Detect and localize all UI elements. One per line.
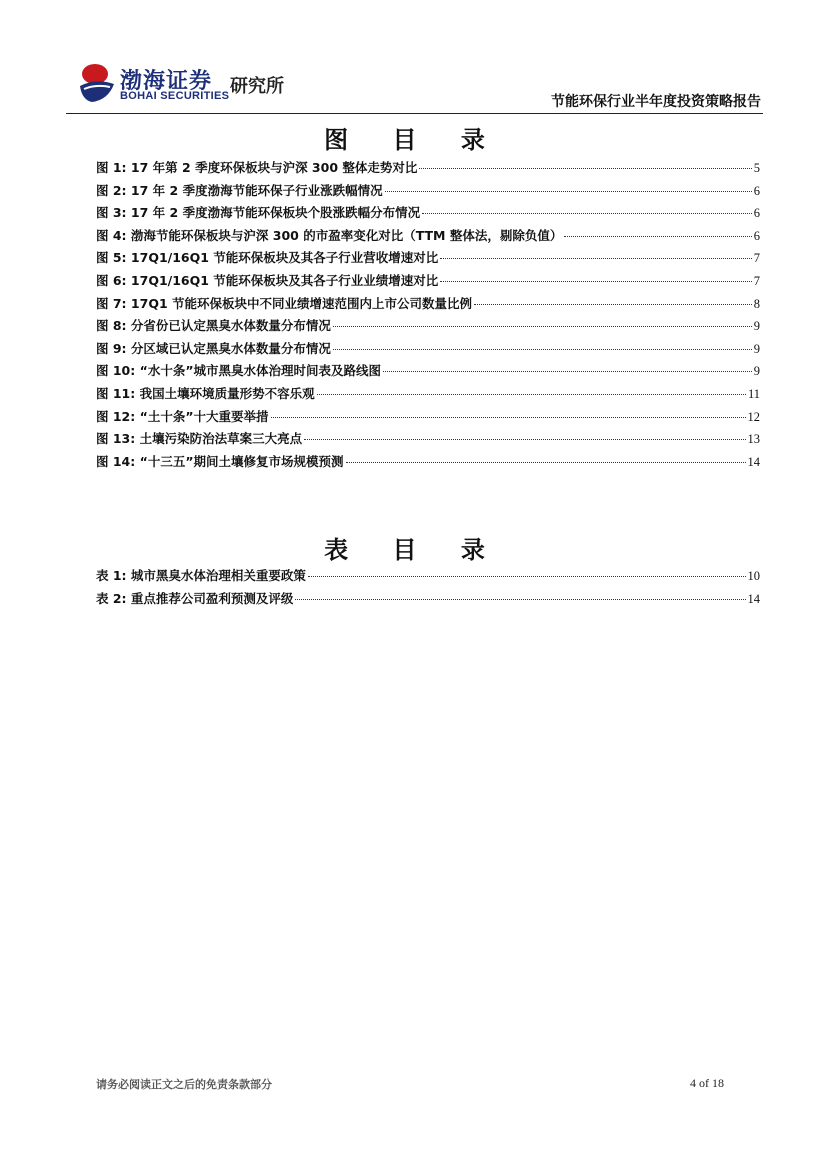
toc-leader-dots <box>440 258 751 259</box>
toc-leader-dots <box>422 213 752 214</box>
toc-entry-label: 图 11: <box>96 385 136 401</box>
toc-entry[interactable] <box>96 407 760 430</box>
toc-entry-title: 17Q1 节能环保板块中不同业绩增速范围内上市公司数量比例 <box>130 295 472 311</box>
disclaimer-note: 请务必阅读正文之后的免责条款部分 <box>96 1078 272 1091</box>
toc-entry-page: 9 <box>753 319 760 334</box>
logo-chinese-name: 渤海证券 <box>120 69 213 94</box>
toc-leader-dots <box>440 281 751 282</box>
toc-entry[interactable] <box>96 294 760 317</box>
toc-leader-dots <box>383 371 752 372</box>
toc-entry-page: 6 <box>753 228 760 243</box>
toc-leader-dots <box>271 417 746 418</box>
toc-entry-label: 图 1: <box>96 160 127 175</box>
toc-leader-dots <box>564 236 751 237</box>
toc-entry-title: 渤海节能环保板块与沪深 300 的市盈率变化对比（TTM 整体法，剔除负值） <box>130 227 563 243</box>
toc-entry-title: 17 年 2 季度渤海节能环保子行业涨跌幅情况 <box>130 182 383 198</box>
toc-entry-label: 图 14: <box>96 453 136 469</box>
toc-entry-title: 17Q1/16Q1 节能环保板块及其各子行业业绩增速对比 <box>130 272 439 288</box>
toc-entry-page: 14 <box>747 454 760 469</box>
toc-entry-page: 7 <box>753 251 760 266</box>
bohai-securities-logo <box>78 62 378 106</box>
toc-entry-label: 图 6: <box>96 272 127 288</box>
toc-leader-dots <box>333 349 752 350</box>
toc-entry[interactable] <box>96 226 760 249</box>
toc-entry[interactable] <box>96 203 760 226</box>
toc-entry[interactable] <box>96 566 760 589</box>
report-title: 节能环保行业半年度投资策略报告 <box>551 94 761 110</box>
toc-entry-label: 表 2: <box>96 590 127 606</box>
toc-entry-page: 7 <box>753 273 760 288</box>
toc-entry[interactable] <box>96 339 760 362</box>
toc-entry[interactable] <box>96 271 760 294</box>
toc-entry-label: 表 1: <box>96 568 127 583</box>
tables-section-title: 表 目 录 <box>324 536 503 564</box>
toc-entry-label: 图 13: <box>96 431 136 447</box>
toc-leader-dots <box>474 304 752 305</box>
toc-leader-dots <box>346 462 746 463</box>
toc-entry[interactable] <box>96 384 760 407</box>
toc-entry-page: 5 <box>753 161 760 175</box>
toc-entry-page: 8 <box>753 296 760 311</box>
toc-leader-dots <box>295 599 745 600</box>
toc-entry[interactable] <box>96 316 760 339</box>
header-divider <box>66 113 763 114</box>
toc-entry[interactable] <box>96 158 760 181</box>
figures-toc-list <box>96 158 760 474</box>
page-header <box>0 0 827 120</box>
toc-entry-title: 17 年第 2 季度环保板块与沪深 300 整体走势对比 <box>130 160 418 175</box>
toc-entry[interactable] <box>96 361 760 384</box>
toc-entry-title: 城市黑臭水体治理相关重要政策 <box>130 568 306 583</box>
toc-entry-page: 10 <box>747 569 760 583</box>
toc-entry-title: 分省份已认定黑臭水体数量分布情况 <box>130 318 331 334</box>
tables-toc-list <box>96 566 760 611</box>
toc-entry[interactable] <box>96 589 760 612</box>
toc-entry-page: 9 <box>753 364 760 379</box>
toc-entry-title: “十三五”期间土壤修复市场规模预测 <box>139 453 344 469</box>
toc-entry-label: 图 2: <box>96 182 127 198</box>
toc-entry-title: 17 年 2 季度渤海节能环保板块个股涨跌幅分布情况 <box>130 205 421 221</box>
toc-leader-dots <box>419 168 751 169</box>
toc-entry-title: “土十条”十大重要举措 <box>139 408 269 424</box>
page-footer <box>96 1076 760 1096</box>
toc-entry-title: 我国土壤环境质量形势不容乐观 <box>139 385 315 401</box>
toc-entry-page: 11 <box>747 386 760 401</box>
toc-entry-label: 图 3: <box>96 205 127 221</box>
logo-english-name: BOHAI SECURITIES <box>120 90 230 102</box>
toc-entry-label: 图 10: <box>96 363 136 379</box>
toc-entry-page: 6 <box>753 206 760 221</box>
toc-leader-dots <box>385 191 752 192</box>
toc-entry-page: 9 <box>753 341 760 356</box>
figures-section-title: 图 目 录 <box>324 126 503 154</box>
page-number: 4 of 18 <box>690 1076 724 1090</box>
institute-label: 研究所 <box>230 76 284 97</box>
toc-entry-title: 分区域已认定黑臭水体数量分布情况 <box>130 340 331 356</box>
toc-entry-page: 13 <box>747 432 760 447</box>
toc-entry-page: 14 <box>747 591 760 606</box>
toc-entry[interactable] <box>96 181 760 204</box>
toc-leader-dots <box>333 326 752 327</box>
toc-entry-page: 6 <box>753 183 760 198</box>
toc-entry-label: 图 7: <box>96 295 127 311</box>
toc-entry-title: “水十条”城市黑臭水体治理时间表及路线图 <box>139 363 382 379</box>
toc-entry-title: 17Q1/16Q1 节能环保板块及其各子行业营收增速对比 <box>130 250 439 266</box>
toc-entry-label: 图 9: <box>96 340 127 356</box>
toc-entry[interactable] <box>96 248 760 271</box>
toc-entry-label: 图 12: <box>96 408 136 424</box>
toc-entry-label: 图 5: <box>96 250 127 266</box>
toc-entry-title: 土壤污染防治法草案三大亮点 <box>139 431 303 447</box>
bohai-logo-mark-icon <box>78 62 116 104</box>
toc-entry-page: 12 <box>747 409 760 424</box>
toc-entry[interactable] <box>96 429 760 452</box>
toc-leader-dots <box>317 394 746 395</box>
toc-entry[interactable] <box>96 452 760 475</box>
toc-leader-dots <box>308 576 746 577</box>
toc-entry-label: 图 4: <box>96 227 127 243</box>
toc-leader-dots <box>304 439 745 440</box>
toc-entry-title: 重点推荐公司盈利预测及评级 <box>130 590 294 606</box>
toc-entry-label: 图 8: <box>96 318 127 334</box>
